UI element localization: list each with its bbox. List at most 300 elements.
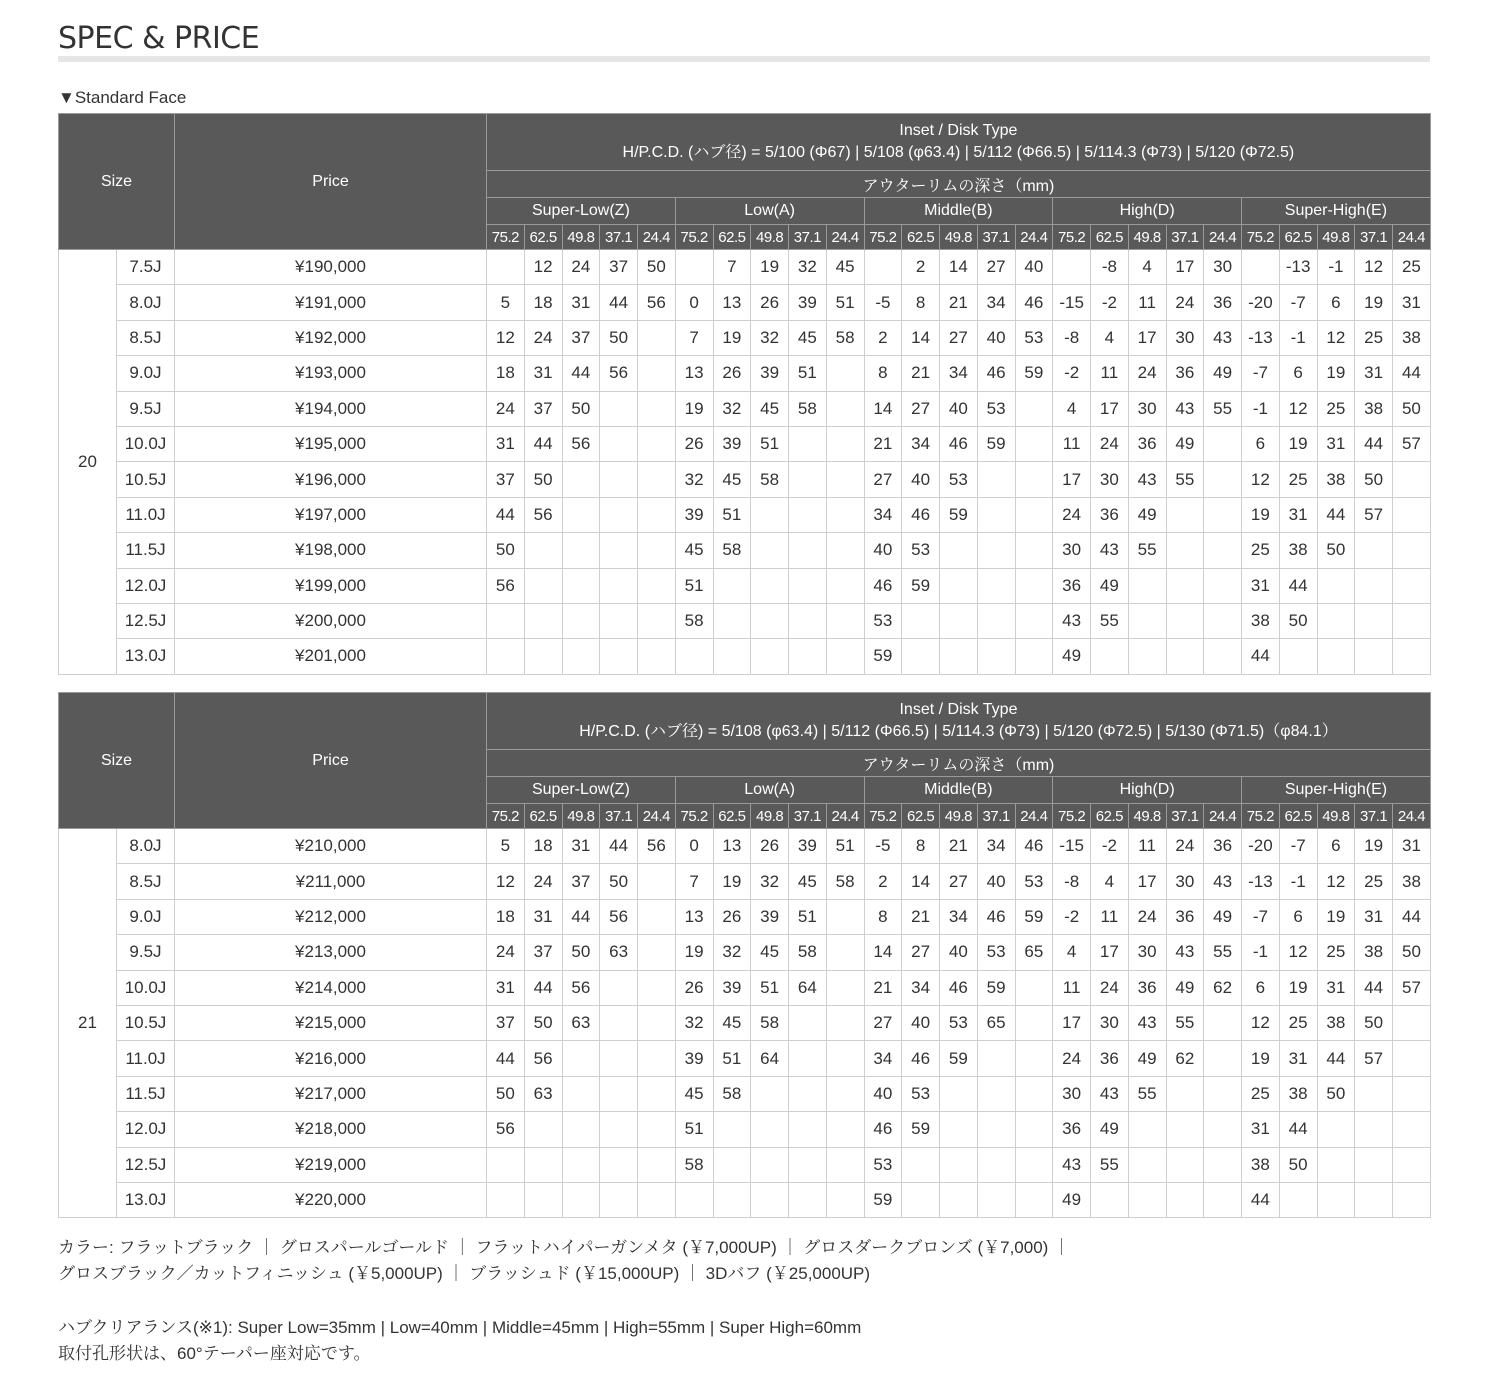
- rim-depth-header: 49.8: [1317, 804, 1355, 829]
- inset-cell: -5: [864, 829, 902, 864]
- inset-cell: 30: [1053, 1076, 1091, 1111]
- rim-width-cell: 11.0J: [117, 1041, 175, 1076]
- inset-cell: 19: [713, 864, 751, 899]
- inset-cell: 40: [1015, 250, 1053, 285]
- inset-cell: -2: [1053, 356, 1091, 391]
- inset-cell: -20: [1242, 285, 1280, 320]
- inset-cell: 8: [902, 285, 940, 320]
- inset-cell: [638, 426, 676, 461]
- inset-cell: [524, 568, 562, 603]
- inset-cell: 50: [1317, 533, 1355, 568]
- inset-cell: [1393, 1182, 1431, 1217]
- inset-cell: [1204, 533, 1242, 568]
- rim-depth-header: 24.4: [826, 804, 864, 829]
- price-cell: ¥199,000: [175, 568, 487, 603]
- inset-cell: 19: [1355, 285, 1393, 320]
- inset-cell: 55: [1204, 391, 1242, 426]
- inset-cell: 45: [675, 533, 713, 568]
- inset-cell: 53: [902, 1076, 940, 1111]
- inset-cell: [600, 462, 638, 497]
- inset-cell: 24: [1091, 426, 1129, 461]
- inset-cell: [1204, 426, 1242, 461]
- inset-cell: 36: [1166, 356, 1204, 391]
- inset-cell: [1053, 250, 1091, 285]
- inset-cell: 30: [1128, 391, 1166, 426]
- inset-cell: [562, 639, 600, 674]
- inset-cell: [638, 462, 676, 497]
- inset-cell: [789, 639, 827, 674]
- inset-cell: 30: [1128, 935, 1166, 970]
- inset-cell: 64: [789, 970, 827, 1005]
- inset-cell: 64: [751, 1041, 789, 1076]
- inset-cell: [1393, 1076, 1431, 1111]
- pcd-text: H/P.C.D. (ハブ径) = 5/108 (φ63.4) | 5/112 (Φ66.5) | 5/114.3 (Φ73) | 5/120 (Φ72.5) | 5/130 (Φ71.5)（φ84.1）: [579, 723, 1338, 740]
- inset-cell: 45: [675, 1076, 713, 1111]
- inset-cell: 36: [1053, 568, 1091, 603]
- inset-cell: 59: [864, 1182, 902, 1217]
- inset-cell: 19: [1242, 1041, 1280, 1076]
- header-row: [59, 693, 1431, 750]
- inset-cell: 55: [1166, 462, 1204, 497]
- inset-cell: 24: [524, 864, 562, 899]
- inset-cell: 56: [524, 1041, 562, 1076]
- inset-cell: [826, 935, 864, 970]
- inset-cell: [713, 568, 751, 603]
- inset-cell: -8: [1053, 320, 1091, 355]
- inset-cell: [638, 603, 676, 638]
- inset-cell: [751, 533, 789, 568]
- rim-depth-header: 49.8: [562, 804, 600, 829]
- inset-cell: 40: [977, 864, 1015, 899]
- rim-depth-header: 62.5: [524, 804, 562, 829]
- inset-cell: 51: [826, 829, 864, 864]
- price-cell: ¥194,000: [175, 391, 487, 426]
- rim-depth-header: 37.1: [1166, 804, 1204, 829]
- inset-cell: 6: [1317, 285, 1355, 320]
- inset-cell: [789, 533, 827, 568]
- inset-cell: [789, 1182, 827, 1217]
- inset-cell: 44: [1355, 426, 1393, 461]
- inset-cell: 27: [977, 250, 1015, 285]
- inset-cell: 25: [1393, 250, 1431, 285]
- inset-cell: 34: [902, 426, 940, 461]
- inset-cell: [562, 462, 600, 497]
- inset-cell: 19: [713, 320, 751, 355]
- inset-cell: 12: [1317, 864, 1355, 899]
- inset-cell: 44: [1317, 1041, 1355, 1076]
- inset-cell: [1393, 1005, 1431, 1040]
- inset-cell: 31: [1355, 899, 1393, 934]
- inset-cell: [638, 497, 676, 532]
- inset-cell: [600, 497, 638, 532]
- notes: [58, 1235, 1070, 1367]
- inset-cell: 58: [751, 1005, 789, 1040]
- inset-cell: 25: [1279, 1005, 1317, 1040]
- inset-cell: 49: [1166, 426, 1204, 461]
- inset-cell: [826, 568, 864, 603]
- price-cell: ¥200,000: [175, 603, 487, 638]
- inset-cell: [1317, 1182, 1355, 1217]
- inset-cell: -1: [1279, 320, 1317, 355]
- rim-depth-header: 62.5: [1279, 225, 1317, 250]
- inset-cell: -15: [1053, 829, 1091, 864]
- inset-cell: 45: [713, 462, 751, 497]
- inset-cell: 44: [524, 426, 562, 461]
- rim-width-cell: 9.0J: [117, 356, 175, 391]
- inset-cell: 34: [864, 1041, 902, 1076]
- inset-cell: 39: [713, 970, 751, 1005]
- inset-cell: -8: [1053, 864, 1091, 899]
- outer-rim-depth-header: アウターリムの深さ（mm): [487, 750, 1431, 777]
- inset-cell: [562, 497, 600, 532]
- inset-cell: 31: [487, 970, 525, 1005]
- inset-cell: [1393, 462, 1431, 497]
- inset-cell: 50: [487, 533, 525, 568]
- inset-cell: 46: [1015, 285, 1053, 320]
- inset-cell: [600, 426, 638, 461]
- inset-cell: 56: [638, 829, 676, 864]
- inset-cell: 11: [1091, 899, 1129, 934]
- inset-cell: [1128, 1112, 1166, 1147]
- inset-cell: [826, 462, 864, 497]
- inset-cell: -1: [1317, 250, 1355, 285]
- inset-cell: 19: [751, 250, 789, 285]
- inset-cell: [600, 1041, 638, 1076]
- inset-cell: 43: [1053, 1147, 1091, 1182]
- inset-cell: 6: [1317, 829, 1355, 864]
- inset-cell: [600, 1147, 638, 1182]
- inset-cell: 36: [1204, 285, 1242, 320]
- inset-cell: [1355, 603, 1393, 638]
- table-row: [59, 603, 1431, 638]
- inset-cell: [940, 603, 978, 638]
- table-row: [59, 899, 1431, 934]
- inset-cell: [638, 1005, 676, 1040]
- rim-depth-header: 62.5: [1091, 225, 1129, 250]
- table-row: [59, 250, 1431, 285]
- inset-cell: [789, 1005, 827, 1040]
- inset-cell: 50: [1393, 935, 1431, 970]
- inset-cell: 25: [1242, 533, 1280, 568]
- inset-cell: [675, 250, 713, 285]
- rim-depth-header: 24.4: [1015, 804, 1053, 829]
- inset-cell: -1: [1242, 935, 1280, 970]
- rim-width-cell: 13.0J: [117, 1182, 175, 1217]
- inset-cell: 4: [1091, 320, 1129, 355]
- inset-cell: 43: [1166, 391, 1204, 426]
- inset-cell: [1128, 639, 1166, 674]
- inset-cell: 51: [713, 497, 751, 532]
- inset-cell: [789, 603, 827, 638]
- inset-cell: 37: [487, 462, 525, 497]
- inset-cell: 31: [1279, 1041, 1317, 1076]
- inset-cell: 58: [826, 320, 864, 355]
- inset-cell: -13: [1242, 320, 1280, 355]
- inset-cell: [789, 1147, 827, 1182]
- inset-cell: [1204, 568, 1242, 603]
- inset-cell: 44: [487, 497, 525, 532]
- inset-cell: 38: [1393, 320, 1431, 355]
- price-cell: ¥195,000: [175, 426, 487, 461]
- price-cell: ¥218,000: [175, 1112, 487, 1147]
- inset-cell: 46: [864, 1112, 902, 1147]
- inset-cell: [940, 1182, 978, 1217]
- inset-cell: 49: [1053, 639, 1091, 674]
- inset-cell: 56: [487, 1112, 525, 1147]
- inset-cell: [1204, 1076, 1242, 1111]
- inset-cell: 14: [902, 320, 940, 355]
- inset-cell: [1204, 1041, 1242, 1076]
- inset-cell: 45: [751, 391, 789, 426]
- inset-cell: [940, 639, 978, 674]
- inset-cell: 4: [1053, 391, 1091, 426]
- inset-cell: 50: [1279, 603, 1317, 638]
- inset-cell: 2: [864, 320, 902, 355]
- inset-cell: [1355, 1076, 1393, 1111]
- rim-depth-header: 24.4: [638, 804, 676, 829]
- inset-cell: 38: [1355, 391, 1393, 426]
- inset-cell: 13: [675, 899, 713, 934]
- inset-cell: [638, 1112, 676, 1147]
- inset-cell: 45: [826, 250, 864, 285]
- disk-type-header: Super-High(E): [1242, 198, 1431, 225]
- inset-cell: 58: [675, 1147, 713, 1182]
- inset-cell: 34: [902, 970, 940, 1005]
- inset-cell: 31: [524, 899, 562, 934]
- inset-cell: 30: [1166, 320, 1204, 355]
- inset-cell: -13: [1242, 864, 1280, 899]
- inset-cell: 45: [789, 864, 827, 899]
- inset-cell: 46: [902, 497, 940, 532]
- inset-cell: 21: [902, 899, 940, 934]
- inset-cell: [902, 1147, 940, 1182]
- inset-cell: -20: [1242, 829, 1280, 864]
- inset-cell: [1393, 533, 1431, 568]
- inset-cell: 30: [1091, 1005, 1129, 1040]
- inset-cell: [1015, 426, 1053, 461]
- rim-depth-header: 37.1: [977, 804, 1015, 829]
- inset-cell: [1015, 1076, 1053, 1111]
- inset-cell: [1166, 603, 1204, 638]
- inset-cell: -8: [1091, 250, 1129, 285]
- inset-cell: 53: [940, 1005, 978, 1040]
- inset-cell: 2: [902, 250, 940, 285]
- inset-cell: 53: [864, 603, 902, 638]
- inset-cell: 58: [675, 603, 713, 638]
- inset-cell: [638, 320, 676, 355]
- inset-cell: 43: [1091, 1076, 1129, 1111]
- inset-cell: -7: [1279, 829, 1317, 864]
- inset-cell: 44: [1242, 1182, 1280, 1217]
- inset-cell: [487, 250, 525, 285]
- inset-cell: 11: [1128, 285, 1166, 320]
- inset-cell: 40: [864, 1076, 902, 1111]
- inset-cell: 65: [1015, 935, 1053, 970]
- inset-cell: 14: [864, 935, 902, 970]
- disk-type-header: Low(A): [675, 777, 864, 804]
- inset-cell: -1: [1242, 391, 1280, 426]
- inset-cell: 11: [1053, 970, 1091, 1005]
- inset-cell: [1166, 1076, 1204, 1111]
- inset-cell: [1317, 603, 1355, 638]
- inset-cell: 32: [713, 935, 751, 970]
- inset-cell: 21: [902, 356, 940, 391]
- inset-cell: [562, 568, 600, 603]
- inset-cell: [562, 1112, 600, 1147]
- inset-cell: 14: [940, 250, 978, 285]
- inset-cell: [826, 356, 864, 391]
- inset-cell: 57: [1393, 970, 1431, 1005]
- table-row: [59, 533, 1431, 568]
- rim-depth-header: 37.1: [600, 225, 638, 250]
- inset-cell: 44: [1317, 497, 1355, 532]
- rim-width-cell: 10.5J: [117, 462, 175, 497]
- inset-cell: [902, 603, 940, 638]
- inset-cell: 4: [1091, 864, 1129, 899]
- inset-cell: [1355, 533, 1393, 568]
- inset-cell: [638, 864, 676, 899]
- inset-cell: [638, 533, 676, 568]
- inset-cell: 44: [1279, 1112, 1317, 1147]
- inset-cell: 11: [1128, 829, 1166, 864]
- inset-cell: 31: [1242, 1112, 1280, 1147]
- rim-depth-header: 75.2: [487, 804, 525, 829]
- rim-depth-header: 62.5: [713, 804, 751, 829]
- inset-cell: 7: [713, 250, 751, 285]
- rim-depth-header: 49.8: [751, 804, 789, 829]
- inset-cell: 39: [751, 899, 789, 934]
- inset-cell: 43: [1204, 864, 1242, 899]
- inset-cell: [1015, 970, 1053, 1005]
- inset-cell: 63: [562, 1005, 600, 1040]
- inset-cell: [638, 568, 676, 603]
- inset-cell: 24: [487, 391, 525, 426]
- inset-cell: [1166, 1147, 1204, 1182]
- table-body: [59, 829, 1431, 1218]
- inset-cell: 50: [600, 320, 638, 355]
- rim-width-cell: 9.5J: [117, 391, 175, 426]
- inset-cell: 51: [751, 970, 789, 1005]
- rim-width-cell: 10.0J: [117, 970, 175, 1005]
- inset-cell: [1279, 639, 1317, 674]
- price-cell: ¥214,000: [175, 970, 487, 1005]
- rim-depth-header: 49.8: [751, 225, 789, 250]
- inset-cell: [1393, 1112, 1431, 1147]
- inset-cell: 32: [713, 391, 751, 426]
- inset-cell: [751, 568, 789, 603]
- inset-cell: 6: [1279, 356, 1317, 391]
- inset-cell: [1317, 639, 1355, 674]
- inset-cell: 39: [751, 356, 789, 391]
- inset-cell: [789, 1076, 827, 1111]
- inset-cell: [789, 568, 827, 603]
- inset-cell: 27: [902, 391, 940, 426]
- rim-depth-header: 75.2: [675, 225, 713, 250]
- disk-type-header: High(D): [1053, 777, 1242, 804]
- inset-cell: 57: [1355, 1041, 1393, 1076]
- inset-cell: 50: [487, 1076, 525, 1111]
- inset-cell: [1242, 250, 1280, 285]
- price-cell: ¥192,000: [175, 320, 487, 355]
- inset-cell: 58: [713, 1076, 751, 1111]
- inset-cell: 24: [487, 935, 525, 970]
- inset-cell: 44: [1279, 568, 1317, 603]
- inset-cell: 38: [1317, 462, 1355, 497]
- rim-depth-header: 62.5: [902, 225, 940, 250]
- inset-cell: 56: [600, 356, 638, 391]
- rim-width-cell: 11.5J: [117, 533, 175, 568]
- inset-cell: [1355, 1182, 1393, 1217]
- inset-cell: 24: [524, 320, 562, 355]
- inset-cell: [1279, 1182, 1317, 1217]
- inset-cell: 43: [1091, 533, 1129, 568]
- inset-cell: 17: [1091, 935, 1129, 970]
- price-cell: ¥219,000: [175, 1147, 487, 1182]
- inset-cell: [600, 1005, 638, 1040]
- rim-width-cell: 9.0J: [117, 899, 175, 934]
- inset-cell: 31: [1355, 356, 1393, 391]
- inset-cell: 46: [940, 970, 978, 1005]
- rim-width-cell: 12.0J: [117, 568, 175, 603]
- inset-cell: 12: [1242, 1005, 1280, 1040]
- inset-cell: 43: [1053, 603, 1091, 638]
- inset-cell: 19: [1279, 426, 1317, 461]
- inset-cell: [638, 899, 676, 934]
- inset-cell: [789, 1112, 827, 1147]
- inset-cell: 63: [600, 935, 638, 970]
- inset-cell: 40: [977, 320, 1015, 355]
- inset-cell: -7: [1242, 899, 1280, 934]
- inset-cell: 59: [864, 639, 902, 674]
- inset-cell: 34: [864, 497, 902, 532]
- rim-depth-header: 49.8: [562, 225, 600, 250]
- rim-depth-header: 24.4: [1015, 225, 1053, 250]
- mounting-note: 取付孔形状は、60°テーパー座対応です。: [58, 1344, 371, 1363]
- inset-cell: 49: [1166, 970, 1204, 1005]
- price-cell: ¥191,000: [175, 285, 487, 320]
- inset-cell: 40: [902, 462, 940, 497]
- inset-cell: 40: [864, 533, 902, 568]
- inset-cell: [826, 899, 864, 934]
- table-row: [59, 935, 1431, 970]
- inset-cell: 59: [977, 970, 1015, 1005]
- inset-cell: [826, 497, 864, 532]
- inset-cell: 49: [1053, 1182, 1091, 1217]
- inset-cell: 24: [1053, 1041, 1091, 1076]
- inset-cell: 44: [562, 899, 600, 934]
- inset-cell: 26: [675, 970, 713, 1005]
- inset-cell: 53: [977, 391, 1015, 426]
- rim-width-cell: 13.0J: [117, 639, 175, 674]
- price-cell: ¥215,000: [175, 1005, 487, 1040]
- inset-cell: 12: [1317, 320, 1355, 355]
- inset-cell: [600, 603, 638, 638]
- inset-cell: [600, 533, 638, 568]
- inset-cell: 12: [524, 250, 562, 285]
- inset-cell: 19: [675, 935, 713, 970]
- inset-cell: 55: [1166, 1005, 1204, 1040]
- inset-cell: 56: [562, 426, 600, 461]
- inset-cell: [638, 639, 676, 674]
- outer-rim-depth-header: アウターリムの深さ（mm): [487, 171, 1431, 198]
- inset-cell: [977, 1147, 1015, 1182]
- inset-cell: 12: [487, 864, 525, 899]
- inset-cell: 46: [977, 356, 1015, 391]
- inset-cell: [1015, 391, 1053, 426]
- rim-depth-header: 75.2: [487, 225, 525, 250]
- inset-cell: 31: [1317, 426, 1355, 461]
- inset-cell: [1317, 1112, 1355, 1147]
